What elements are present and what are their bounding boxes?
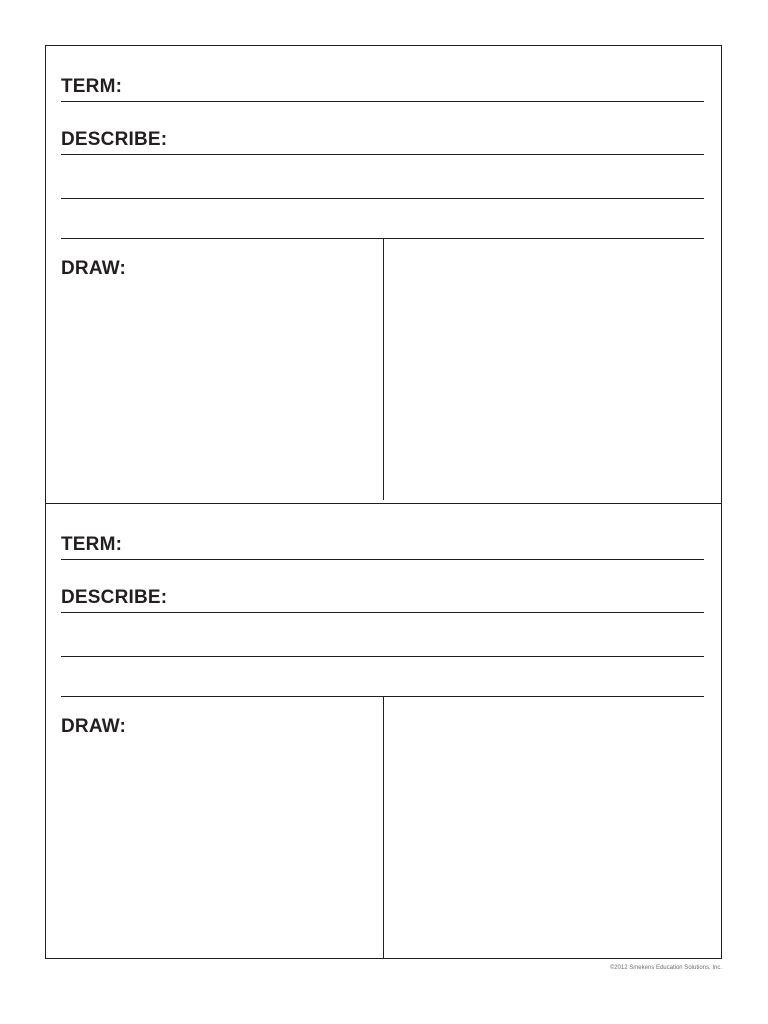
- draw-area-right[interactable]: [384, 697, 721, 958]
- vocab-card-1: [46, 46, 721, 503]
- term-write-line[interactable]: [61, 101, 704, 102]
- describe-label: DESCRIBE:: [61, 129, 168, 150]
- describe-write-line-2[interactable]: [61, 656, 704, 657]
- term-write-line[interactable]: [61, 559, 704, 560]
- describe-write-line-1[interactable]: [61, 154, 704, 155]
- draw-label: DRAW:: [61, 258, 127, 279]
- term-label: TERM:: [61, 76, 123, 97]
- describe-write-line-1[interactable]: [61, 612, 704, 613]
- describe-label: DESCRIBE:: [61, 587, 168, 608]
- draw-area-right[interactable]: [384, 239, 721, 500]
- vocab-card-2: [46, 503, 721, 959]
- copyright-notice: ©2012 Smekens Education Solutions, Inc.: [609, 965, 722, 971]
- draw-label: DRAW:: [61, 716, 127, 737]
- describe-write-line-2[interactable]: [61, 198, 704, 199]
- term-label: TERM:: [61, 534, 123, 555]
- vocabulary-worksheet: [45, 45, 722, 959]
